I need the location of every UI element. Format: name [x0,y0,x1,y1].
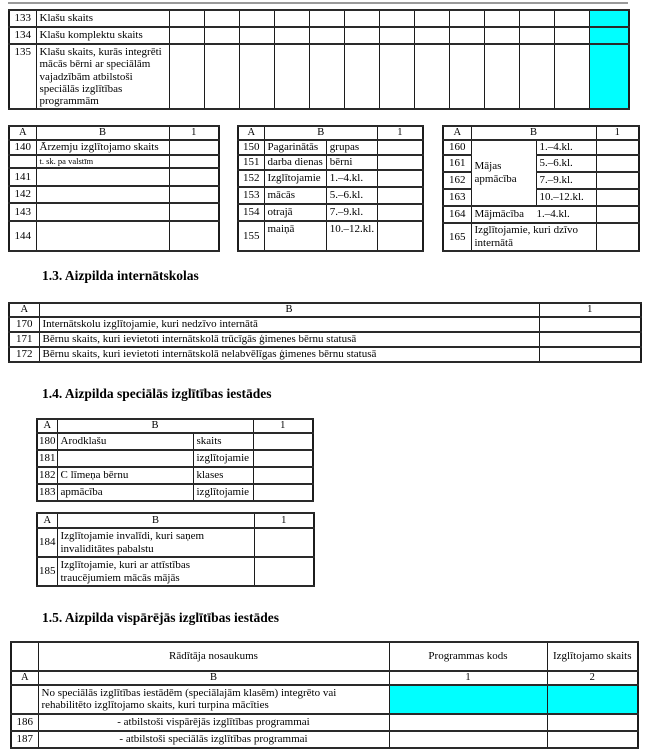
col-header-1: 1 [596,126,639,140]
data-cell [449,27,484,44]
table-general-education [10,641,639,749]
table-foreign-students [8,125,220,252]
col-header-a: A [9,126,36,140]
row-label: C līmeņa bērnu [57,467,193,484]
row-label: Izglītojamie, kuri dzīvo internātā [471,223,596,251]
data-cell [414,27,449,44]
col-header-1: 1 [539,303,641,317]
data-cell [554,27,589,44]
row-label [36,203,169,221]
row-number: 164 [443,206,471,223]
row-label: Klašu komplektu skaits [36,27,169,44]
row-number: 185 [37,557,57,586]
section-title-1-3: 1.3. Aizpilda internātskolas [42,268,199,283]
row-label: Ārzemju izglītojamo skaits [36,140,169,155]
data-cell [309,10,344,27]
value-cell [253,467,313,484]
data-cell [169,10,204,27]
row-number: 140 [9,140,36,155]
data-cell [484,10,519,27]
data-cell [239,44,274,109]
data-cell [204,44,239,109]
table-boarding-schools [8,302,642,363]
value-cell [169,186,219,203]
row-number: 151 [238,155,264,170]
row-label: Arodklašu [57,433,193,450]
value-cell [596,140,639,155]
row-number: 142 [9,186,36,203]
page-top-divider [8,2,628,4]
data-cell [309,27,344,44]
data-cell [309,44,344,109]
table-home-training [442,125,640,252]
section-title-1-5: 1.5. Aizpilda vispārējās izglītības iestādes [42,610,280,625]
data-cell [519,27,554,44]
row-number: 153 [238,187,264,204]
value-cell [539,332,641,347]
row-sublabel: bērni [326,155,377,170]
total-cell-highlighted [589,44,629,109]
value-cell [378,187,423,204]
data-cell [344,10,379,27]
header-program-code: Programmas kods [389,642,547,671]
row-number: 133 [9,10,36,27]
value-cell [378,140,423,155]
table-extended-day-groups [237,125,424,252]
row-number: 184 [37,528,57,557]
row-number: 135 [9,44,36,109]
col-header-a: A [37,513,57,528]
col-header-b: B [39,303,539,317]
col-header-b: B [38,671,389,685]
row-label: Izglītojamie [264,170,326,187]
row-number: 141 [9,168,36,186]
row-number: 186 [11,714,38,731]
row-sublabel: 5.–6.kl. [326,187,377,204]
row-sublabel: 10.–12.kl. [536,189,596,206]
value-cell [253,484,313,501]
row-label [57,450,193,467]
row-number: 154 [238,204,264,221]
row-sublabel: 7.–9.kl. [536,172,596,189]
row-label: Bērnu skaits, kuri ievietoti internātskolā nelabvēlīgas ģimenes bērnu statusā [39,347,539,362]
row-label: otrajā [264,204,326,221]
total-cell-highlighted [589,27,629,44]
row-label: - atbilstoši speciālās izglītības programmai [38,731,389,748]
row-label: Internātskolu izglītojamie, kuri nedzīvo internātā [39,317,539,332]
data-cell [204,27,239,44]
student-count-cell [547,731,638,748]
value-cell [539,317,641,332]
program-code-cell [389,731,547,748]
row-number: 182 [37,467,57,484]
value-cell [169,168,219,186]
row-number: 187 [11,731,38,748]
row-number: 144 [9,221,36,251]
value-cell [596,223,639,251]
row-number: 165 [443,223,471,251]
row-label: No speciālās izglītības iestādēm (speciālajām klasēm) integrēto vai rehabilitēto izglītojamo skaits, kuri turpina mācīties [38,685,389,714]
row-sublabel: 1.–4.kl. [536,140,596,155]
data-cell [519,44,554,109]
row-label: apmācība [57,484,193,501]
value-cell [254,557,314,586]
row-label [36,221,169,251]
row-sublabel: 5.–6.kl. [536,155,596,172]
data-cell [379,10,414,27]
col-header-1: 1 [169,126,219,140]
value-cell [596,155,639,172]
row-label: Izglītojamie, kuri ar attīstības traucējumiem mācās mājās [57,557,254,586]
data-cell [554,10,589,27]
table-disabled-students [36,512,315,587]
row-label: Klašu skaits [36,10,169,27]
col-header-b: B [36,126,169,140]
row-sublabel: 7.–9.kl. [326,204,377,221]
row-number: 155 [238,221,264,251]
header-indicator-name: Rādītāja nosaukums [38,642,389,671]
row-number: 183 [37,484,57,501]
data-cell [239,10,274,27]
value-cell [169,155,219,168]
col-header-b: B [57,513,254,528]
col-header-1: 1 [389,671,547,685]
data-cell [379,27,414,44]
data-cell [449,44,484,109]
row-number: 134 [9,27,36,44]
data-cell [344,44,379,109]
data-cell [449,10,484,27]
row-label [471,206,596,223]
row-label: - atbilstoši vispārējās izglītības programmai [38,714,389,731]
row-number [9,155,36,168]
col-header-2: 2 [547,671,638,685]
data-cell [414,44,449,109]
data-cell [204,10,239,27]
col-header-b: B [57,419,253,433]
data-cell [484,44,519,109]
value-cell [596,206,639,223]
value-cell [539,347,641,362]
row-number: 172 [9,347,39,362]
value-cell [596,189,639,206]
data-cell [274,10,309,27]
row-label-part1: Mājmācība [474,208,524,221]
row-number: 152 [238,170,264,187]
value-cell [169,203,219,221]
row-number: 162 [443,172,471,189]
student-count-cell-highlighted [547,685,638,714]
section-title-1-4: 1.4. Aizpilda speciālās izglītības iestādes [42,386,272,401]
row-number: 150 [238,140,264,155]
row-number: 160 [443,140,471,155]
header-corner-cell [11,642,38,671]
col-header-b: B [471,126,596,140]
program-code-cell-highlighted [389,685,547,714]
row-number: 181 [37,450,57,467]
row-sublabel: klases [193,467,253,484]
row-number: 163 [443,189,471,206]
value-cell [169,140,219,155]
row-label [36,168,169,186]
col-header-b: B [264,126,378,140]
data-cell [169,44,204,109]
row-number: 171 [9,332,39,347]
col-header-1: 1 [253,419,313,433]
row-number: 180 [37,433,57,450]
col-header-a: A [9,303,39,317]
value-cell [169,221,219,251]
col-header-a: A [443,126,471,140]
data-cell [484,27,519,44]
data-cell [414,10,449,27]
value-cell [378,221,423,251]
row-label-part2: 1.–4.kl. [536,208,570,221]
row-label: darba dienas [264,155,326,170]
value-cell [378,170,423,187]
row-number: 170 [9,317,39,332]
program-code-cell [389,714,547,731]
row-sublabel: t. sk. pa valstīm [36,155,169,168]
row-label: maiņā [264,221,326,251]
row-sublabel: izglītojamie [193,450,253,467]
row-number: 143 [9,203,36,221]
value-cell [254,528,314,557]
header-student-count: Izglītojamo skaits [547,642,638,671]
data-cell [274,44,309,109]
data-cell [274,27,309,44]
row-label: Bērnu skaits, kuri ievietoti internātskolā trūcīgās ģimenes bērnu statusā [39,332,539,347]
row-number: 161 [443,155,471,172]
table-vocational-classes [36,418,314,502]
merged-row-label: Mājas apmācība [471,140,536,206]
col-header-1: 1 [254,513,314,528]
col-header-a: A [238,126,264,140]
total-cell-highlighted [589,10,629,27]
student-count-cell [547,714,638,731]
row-number [11,685,38,714]
row-sublabel: 1.–4.kl. [326,170,377,187]
row-label: mācās [264,187,326,204]
value-cell [378,155,423,170]
row-sublabel: izglītojamie [193,484,253,501]
data-cell [344,27,379,44]
row-sublabel: 10.–12.kl. [326,221,377,251]
data-cell [554,44,589,109]
row-sublabel: grupas [326,140,377,155]
data-cell [519,10,554,27]
value-cell [596,172,639,189]
data-cell [169,27,204,44]
row-label: Izglītojamie invalīdi, kuri saņem invaliditātes pabalstu [57,528,254,557]
table-classes-count [8,9,630,110]
row-label: Klašu skaits, kurās integrēti mācās bērni ar speciālām vajadzībām atbilstoši speciālās izglītības programmām [36,44,169,109]
row-sublabel: skaits [193,433,253,450]
data-cell [379,44,414,109]
row-label [36,186,169,203]
col-header-a: A [11,671,38,685]
data-cell [239,27,274,44]
col-header-1: 1 [378,126,423,140]
row-label: Pagarinātās [264,140,326,155]
value-cell [378,204,423,221]
value-cell [253,433,313,450]
col-header-a: A [37,419,57,433]
value-cell [253,450,313,467]
